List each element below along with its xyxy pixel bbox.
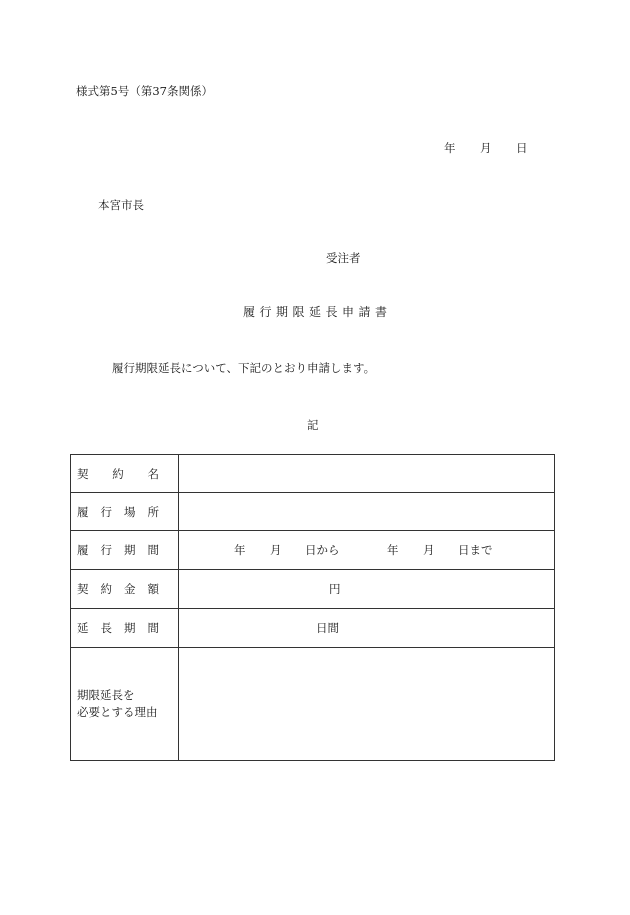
label-char: 間 [147,621,159,635]
extension-label [71,609,179,648]
label-char: 履 [77,543,89,557]
reason-label-line2: 必要とする理由 [77,705,158,719]
reason-label [71,648,179,761]
end-day: 日まで [458,543,493,557]
ki-heading: 記 [307,418,319,432]
label-char: 額 [147,582,159,596]
date-year: 年 [444,141,456,155]
amount-label [71,570,179,609]
label-char: 契 [77,582,89,596]
location-field[interactable] [179,493,555,531]
end-year: 年 [387,543,399,557]
extension-unit: 日間 [316,621,339,635]
intro-text: 履行期限延長について、下記のとおり申請します。 [112,361,376,375]
amount-field[interactable] [179,570,555,609]
label-char: 行 [100,504,112,519]
table-row [71,648,555,761]
amount-unit: 円 [329,582,341,596]
form-number: 様式第5号（第37条関係） [76,84,213,98]
page-title: 履行期限延長申請書 [243,305,392,319]
table-row [71,493,555,531]
label-char: 間 [147,543,159,557]
reason-label-line1: 期限延長を [77,688,135,702]
table-row [71,455,555,493]
label-char: 約 [112,466,124,481]
date-month: 月 [480,141,492,155]
label-char: 期 [124,543,136,557]
end-month: 月 [423,543,435,557]
label-char: 長 [100,621,112,635]
label-char: 所 [147,504,159,519]
label-char: 行 [100,543,112,557]
contract-name-field[interactable] [179,455,555,493]
label-char: 名 [147,466,159,481]
period-field[interactable] [179,531,555,570]
reason-field[interactable] [179,648,555,761]
extension-field[interactable] [179,609,555,648]
start-day: 日から [305,543,340,557]
label-char: 延 [77,621,89,635]
label-char: 履 [77,504,89,519]
label-char: 場 [124,504,136,519]
location-label [71,493,179,531]
application-table [70,454,555,761]
period-label [71,531,179,570]
label-char: 契 [77,466,89,481]
applicant-label: 受注者 [326,251,361,265]
contract-name-label [71,455,179,493]
start-year: 年 [234,543,246,557]
table-row [71,609,555,648]
label-char: 約 [100,582,112,596]
label-char: 金 [124,582,136,596]
label-char: 期 [124,621,136,635]
date-day: 日 [516,141,528,155]
table-row [71,531,555,570]
table-row [71,570,555,609]
addressee: 本宮市長 [98,198,144,212]
start-month: 月 [270,543,282,557]
